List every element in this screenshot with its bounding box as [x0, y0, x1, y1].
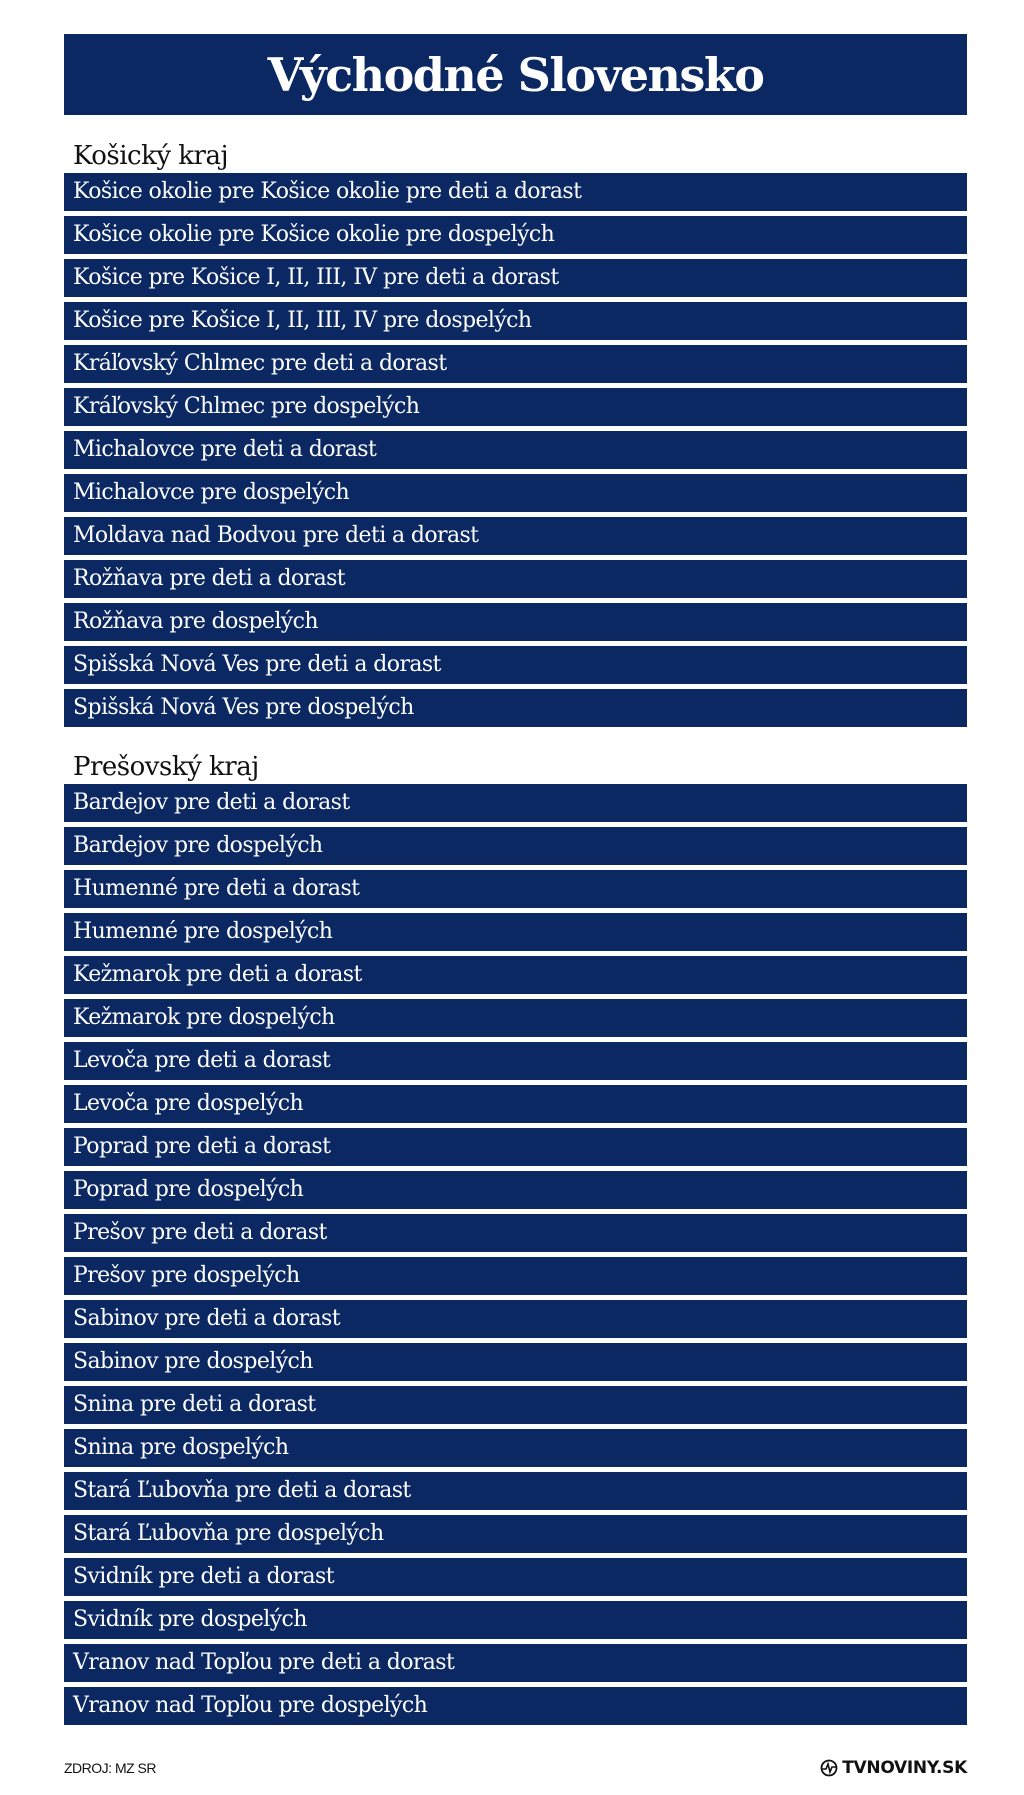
list-item: Košice okolie pre Košice okolie pre deti a dorast: [64, 173, 967, 211]
list-item: Levoča pre dospelých: [64, 1085, 967, 1123]
list-item: Moldava nad Bodvou pre deti a dorast: [64, 517, 967, 555]
list-item: Svidník pre dospelých: [64, 1601, 967, 1639]
brand-text: TVNOVINY.SK: [842, 1758, 967, 1778]
list-item: Kežmarok pre dospelých: [64, 999, 967, 1037]
list-presovsky-kraj: [64, 784, 967, 1725]
list-item: Michalovce pre deti a dorast: [64, 431, 967, 469]
list-kosicky-kraj: [64, 173, 967, 727]
section-heading: Košický kraj: [73, 141, 229, 171]
list-item: Spišská Nová Ves pre deti a dorast: [64, 646, 967, 684]
list-item: Košice pre Košice I, II, III, IV pre deti a dorast: [64, 259, 967, 297]
list-item: Stará Ľubovňa pre dospelých: [64, 1515, 967, 1553]
list-item: Snina pre deti a dorast: [64, 1386, 967, 1424]
list-item: Košice pre Košice I, II, III, IV pre dospelých: [64, 302, 967, 340]
list-item: Kežmarok pre deti a dorast: [64, 956, 967, 994]
list-item: Spišská Nová Ves pre dospelých: [64, 689, 967, 727]
list-item: Humenné pre deti a dorast: [64, 870, 967, 908]
list-item: Prešov pre dospelých: [64, 1257, 967, 1295]
section-presovsky-kraj: [64, 750, 967, 1725]
list-item: Kráľovský Chlmec pre dospelých: [64, 388, 967, 426]
list-item: Poprad pre deti a dorast: [64, 1128, 967, 1166]
page-title: Východné Slovensko: [64, 34, 967, 115]
list-item: Svidník pre deti a dorast: [64, 1558, 967, 1596]
infographic: [64, 34, 967, 1730]
list-item: Sabinov pre deti a dorast: [64, 1300, 967, 1338]
section-kosicky-kraj: [64, 139, 967, 727]
list-item: Bardejov pre dospelých: [64, 827, 967, 865]
list-item: Vranov nad Topľou pre dospelých: [64, 1687, 967, 1725]
list-item: Stará Ľubovňa pre deti a dorast: [64, 1472, 967, 1510]
brand-logo[interactable]: [819, 1758, 967, 1778]
list-item: Košice okolie pre Košice okolie pre dospelých: [64, 216, 967, 254]
list-item: Rožňava pre deti a dorast: [64, 560, 967, 598]
list-item: Prešov pre deti a dorast: [64, 1214, 967, 1252]
list-item: Poprad pre dospelých: [64, 1171, 967, 1209]
tvnoviny-logo-icon: [819, 1759, 839, 1777]
list-item: Humenné pre dospelých: [64, 913, 967, 951]
list-item: Michalovce pre dospelých: [64, 474, 967, 512]
list-item: Levoča pre deti a dorast: [64, 1042, 967, 1080]
list-item: Rožňava pre dospelých: [64, 603, 967, 641]
list-item: Bardejov pre deti a dorast: [64, 784, 967, 822]
section-heading: Prešovský kraj: [73, 752, 259, 782]
list-item: Kráľovský Chlmec pre deti a dorast: [64, 345, 967, 383]
source-note: ZDROJ: MZ SR: [64, 1760, 156, 1776]
footer: [64, 1758, 967, 1782]
list-item: Vranov nad Topľou pre deti a dorast: [64, 1644, 967, 1682]
list-item: Snina pre dospelých: [64, 1429, 967, 1467]
list-item: Sabinov pre dospelých: [64, 1343, 967, 1381]
